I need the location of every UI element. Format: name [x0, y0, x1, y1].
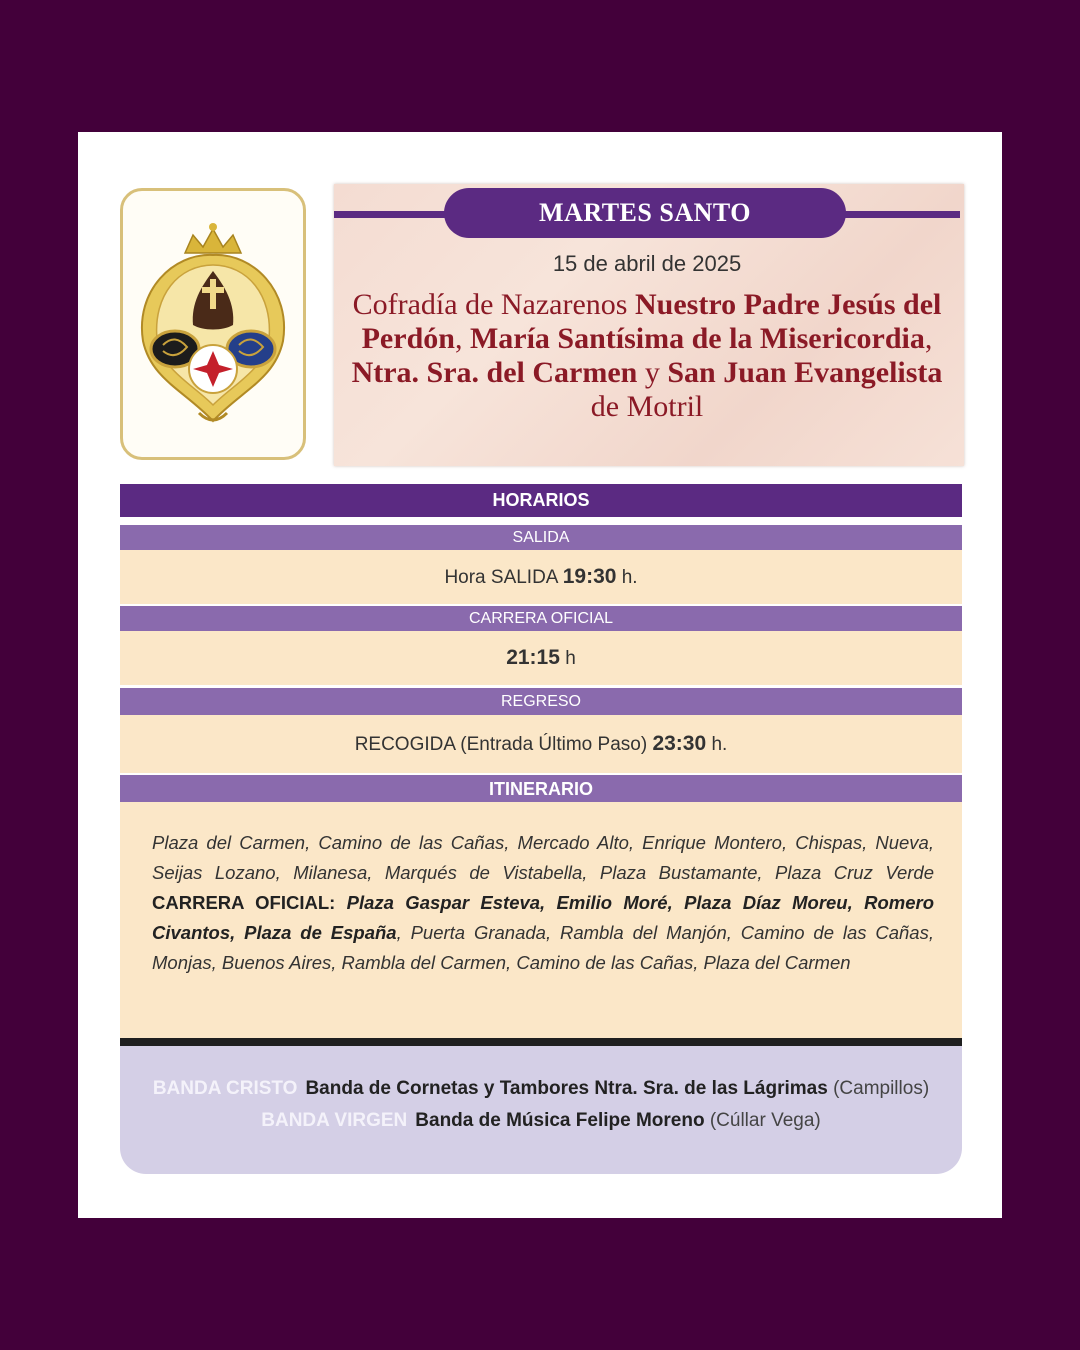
bands-section — [120, 1046, 962, 1174]
schedule-card — [78, 132, 1002, 1218]
band-virgen: BANDA VIRGEN Banda de Música Felipe Moreno (Cúllar Vega) — [261, 1110, 821, 1131]
regreso-row: RECOGIDA (Entrada Último Paso) 23:30 h. — [120, 715, 962, 773]
horarios-header: HORARIOS — [120, 484, 962, 517]
carrera-row: 21:15 h — [120, 631, 962, 685]
emblem-frame — [120, 188, 306, 460]
header-parchment — [334, 184, 964, 466]
divider — [120, 1038, 962, 1046]
brotherhood-title: Cofradía de Nazarenos Nuestro Padre Jesús del Perdón, María Santísima de la Misericordia, Ntra. Sra. del Carmen y San Juan Evangelista de Motril — [351, 288, 943, 423]
procession-date: 15 de abril de 2025 — [552, 251, 742, 276]
itinerario-header: ITINERARIO — [120, 775, 962, 803]
band-cristo: BANDA CRISTO Banda de Cornetas y Tambores Ntra. Sra. de las Lágrimas (Campillos) — [152, 1078, 930, 1099]
itinerario-text: Plaza del Carmen, Camino de las Cañas, Mercado Alto, Enrique Montero, Chispas, Nueva, Seijas Lozano, Milanesa, Marqués de Vistabella, Plaza Bustamante, Plaza Cruz Verde CARRERA OFICIAL: Plaza Gaspar Esteva, Emilio Moré, Plaza Díaz Moreu, Romero Civantos, Plaza de España, Puerta Granada, Rambla del Manjón, Camino de las Cañas, Monjas, Buenos Aires, Rambla del Carmen, Camino de las Cañas, Plaza del Carmen — [152, 832, 934, 973]
regreso-header: REGRESO — [120, 688, 962, 715]
salida-row: Hora SALIDA 19:30 h. — [120, 550, 962, 604]
salida-header: SALIDA — [120, 525, 962, 550]
itinerario-body — [120, 802, 962, 1038]
carrera-header: CARRERA OFICIAL — [120, 606, 962, 631]
day-ribbon: MARTES SANTO — [444, 188, 846, 238]
brotherhood-crest-icon — [123, 191, 303, 457]
